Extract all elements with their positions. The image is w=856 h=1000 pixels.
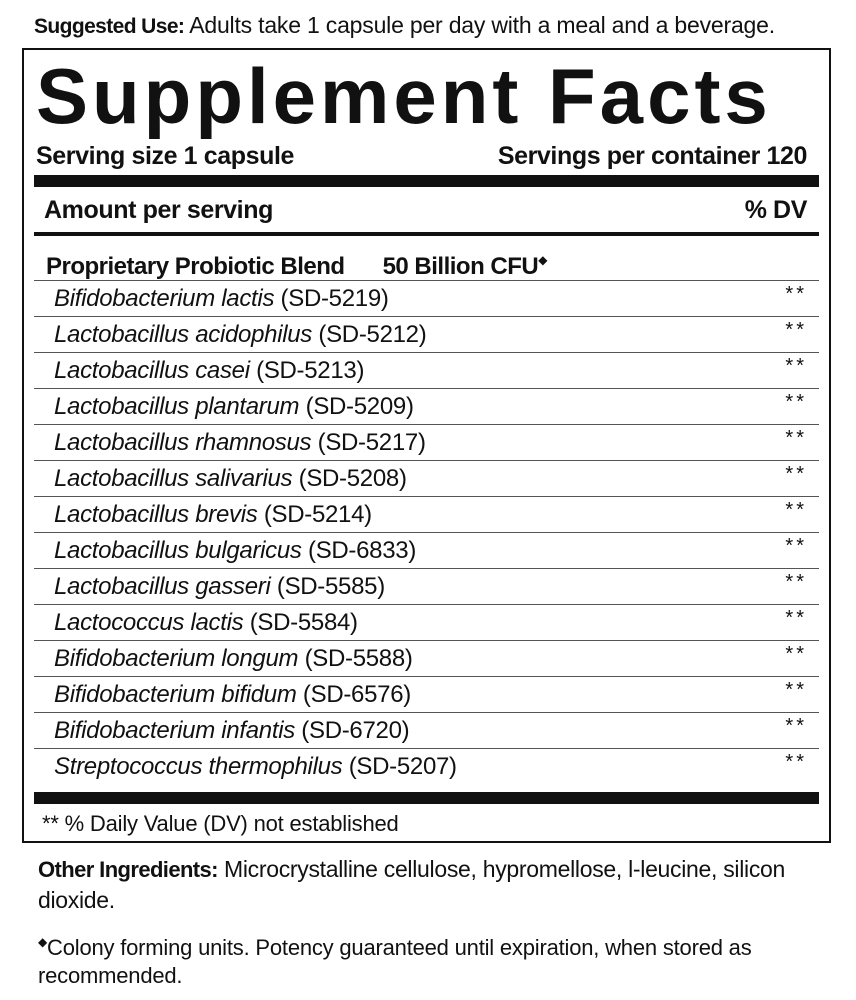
ingredient-name: Lactobacillus gasseri	[54, 572, 271, 600]
serving-row	[36, 140, 807, 172]
ingredient-dv: **	[785, 715, 807, 737]
cfu-footnote-text: Colony forming units. Potency guaranteed until expiration, when stored as recommended.	[38, 935, 752, 988]
ingredient-code: (SD-5588)	[304, 644, 413, 672]
suggested-use-label: Suggested Use:	[34, 15, 185, 38]
ingredient-dv: **	[785, 319, 807, 341]
ingredient-name: Lactobacillus brevis	[54, 500, 258, 528]
ingredient-label	[54, 750, 457, 784]
ingredient-code: (SD-5212)	[318, 320, 427, 348]
ingredient-label	[54, 570, 385, 604]
diamond-mark-icon: ◆	[38, 935, 48, 949]
ingredient-label	[54, 498, 372, 532]
ingredient-row	[34, 388, 819, 424]
ingredient-dv: **	[785, 463, 807, 485]
ingredient-name: Bifidobacterium infantis	[54, 716, 295, 744]
ingredient-dv: **	[785, 751, 807, 773]
amount-per-serving-label: Amount per serving	[44, 196, 273, 224]
ingredient-dv: **	[785, 535, 807, 557]
ingredient-code: (SD-5207)	[348, 752, 457, 780]
ingredient-row	[34, 604, 819, 640]
blend-amount: 50 Billion CFU	[382, 253, 539, 280]
ingredient-name: Streptococcus thermophilus	[54, 752, 343, 780]
dv-header: % DV	[744, 196, 807, 224]
ingredient-code: (SD-5214)	[263, 500, 372, 528]
ingredient-name: Lactobacillus acidophilus	[54, 320, 313, 348]
ingredient-code: (SD-5585)	[276, 572, 385, 600]
cfu-footnote	[38, 928, 828, 990]
other-ingredients-text: Microcrystalline cellulose, hypromellose, l-leucine, silicon dioxide.	[38, 856, 786, 913]
ingredient-row	[34, 676, 819, 712]
panel-title: Supplement Facts	[36, 52, 772, 140]
diamond-mark-icon: ◆	[538, 253, 547, 267]
ingredient-row	[34, 712, 819, 748]
ingredient-name: Bifidobacterium longum	[54, 644, 299, 672]
ingredient-code: (SD-5209)	[305, 392, 414, 420]
ingredient-dv: **	[785, 679, 807, 701]
ingredient-code: (SD-5217)	[317, 428, 426, 456]
ingredient-label	[54, 390, 414, 424]
blend-row	[46, 243, 807, 280]
suggested-use-text: Adults take 1 capsule per day with a meal and a beverage.	[184, 12, 775, 38]
ingredient-code: (SD-5584)	[249, 608, 358, 636]
ingredient-name: Lactobacillus plantarum	[54, 392, 300, 420]
ingredient-label	[54, 714, 409, 748]
ingredient-row	[34, 496, 819, 532]
other-ingredients-label: Other Ingredients:	[38, 857, 218, 882]
ingredient-row	[34, 352, 819, 388]
ingredient-code: (SD-6576)	[302, 680, 411, 708]
ingredient-code: (SD-5213)	[256, 356, 365, 384]
ingredient-code: (SD-5208)	[298, 464, 407, 492]
servings-per-container: Servings per container 120	[497, 142, 807, 170]
ingredient-dv: **	[785, 571, 807, 593]
ingredient-dv: **	[785, 427, 807, 449]
ingredient-name: Lactobacillus bulgaricus	[54, 536, 302, 564]
ingredient-label	[54, 678, 411, 712]
ingredient-row	[34, 280, 819, 316]
ingredient-code: (SD-6720)	[301, 716, 410, 744]
ingredient-code: (SD-6833)	[308, 536, 417, 564]
ingredient-row	[34, 532, 819, 568]
ingredient-row	[34, 640, 819, 676]
ingredient-dv: **	[785, 391, 807, 413]
ingredient-label	[54, 282, 389, 316]
ingredient-row	[34, 568, 819, 604]
ingredient-label	[54, 534, 416, 568]
ingredient-label	[54, 462, 407, 496]
ingredient-name: Lactobacillus rhamnosus	[54, 428, 312, 456]
ingredient-name: Bifidobacterium bifidum	[54, 680, 297, 708]
ingredient-label	[54, 354, 364, 388]
ingredient-code: (SD-5219)	[280, 284, 389, 312]
ingredient-name: Lactobacillus salivarius	[54, 464, 293, 492]
thick-divider-bottom	[34, 792, 819, 804]
ingredient-dv: **	[785, 643, 807, 665]
ingredient-label	[54, 642, 413, 676]
ingredient-dv: **	[785, 283, 807, 305]
ingredient-dv: **	[785, 499, 807, 521]
ingredient-label	[54, 426, 426, 460]
ingredient-row	[34, 424, 819, 460]
ingredient-row	[34, 748, 819, 784]
ingredient-label	[54, 318, 426, 352]
ingredient-name: Lactobacillus casei	[54, 356, 250, 384]
thick-divider-top	[34, 175, 819, 187]
supplement-facts-panel	[22, 48, 831, 843]
ingredient-name: Lactococcus lactis	[54, 608, 244, 636]
amount-header-row	[44, 193, 807, 227]
other-ingredients	[38, 854, 828, 915]
ingredient-dv: **	[785, 607, 807, 629]
dv-footnote: ** % Daily Value (DV) not established	[42, 811, 399, 836]
ingredient-row	[34, 316, 819, 352]
ingredient-dv: **	[785, 355, 807, 377]
serving-size: Serving size 1 capsule	[36, 142, 294, 170]
ingredient-label	[54, 606, 358, 640]
ingredient-row	[34, 460, 819, 496]
medium-divider	[34, 232, 819, 236]
blend-name: Proprietary Probiotic Blend	[46, 253, 345, 280]
ingredient-list	[34, 280, 819, 784]
ingredient-name: Bifidobacterium lactis	[54, 284, 275, 312]
suggested-use	[34, 10, 775, 42]
